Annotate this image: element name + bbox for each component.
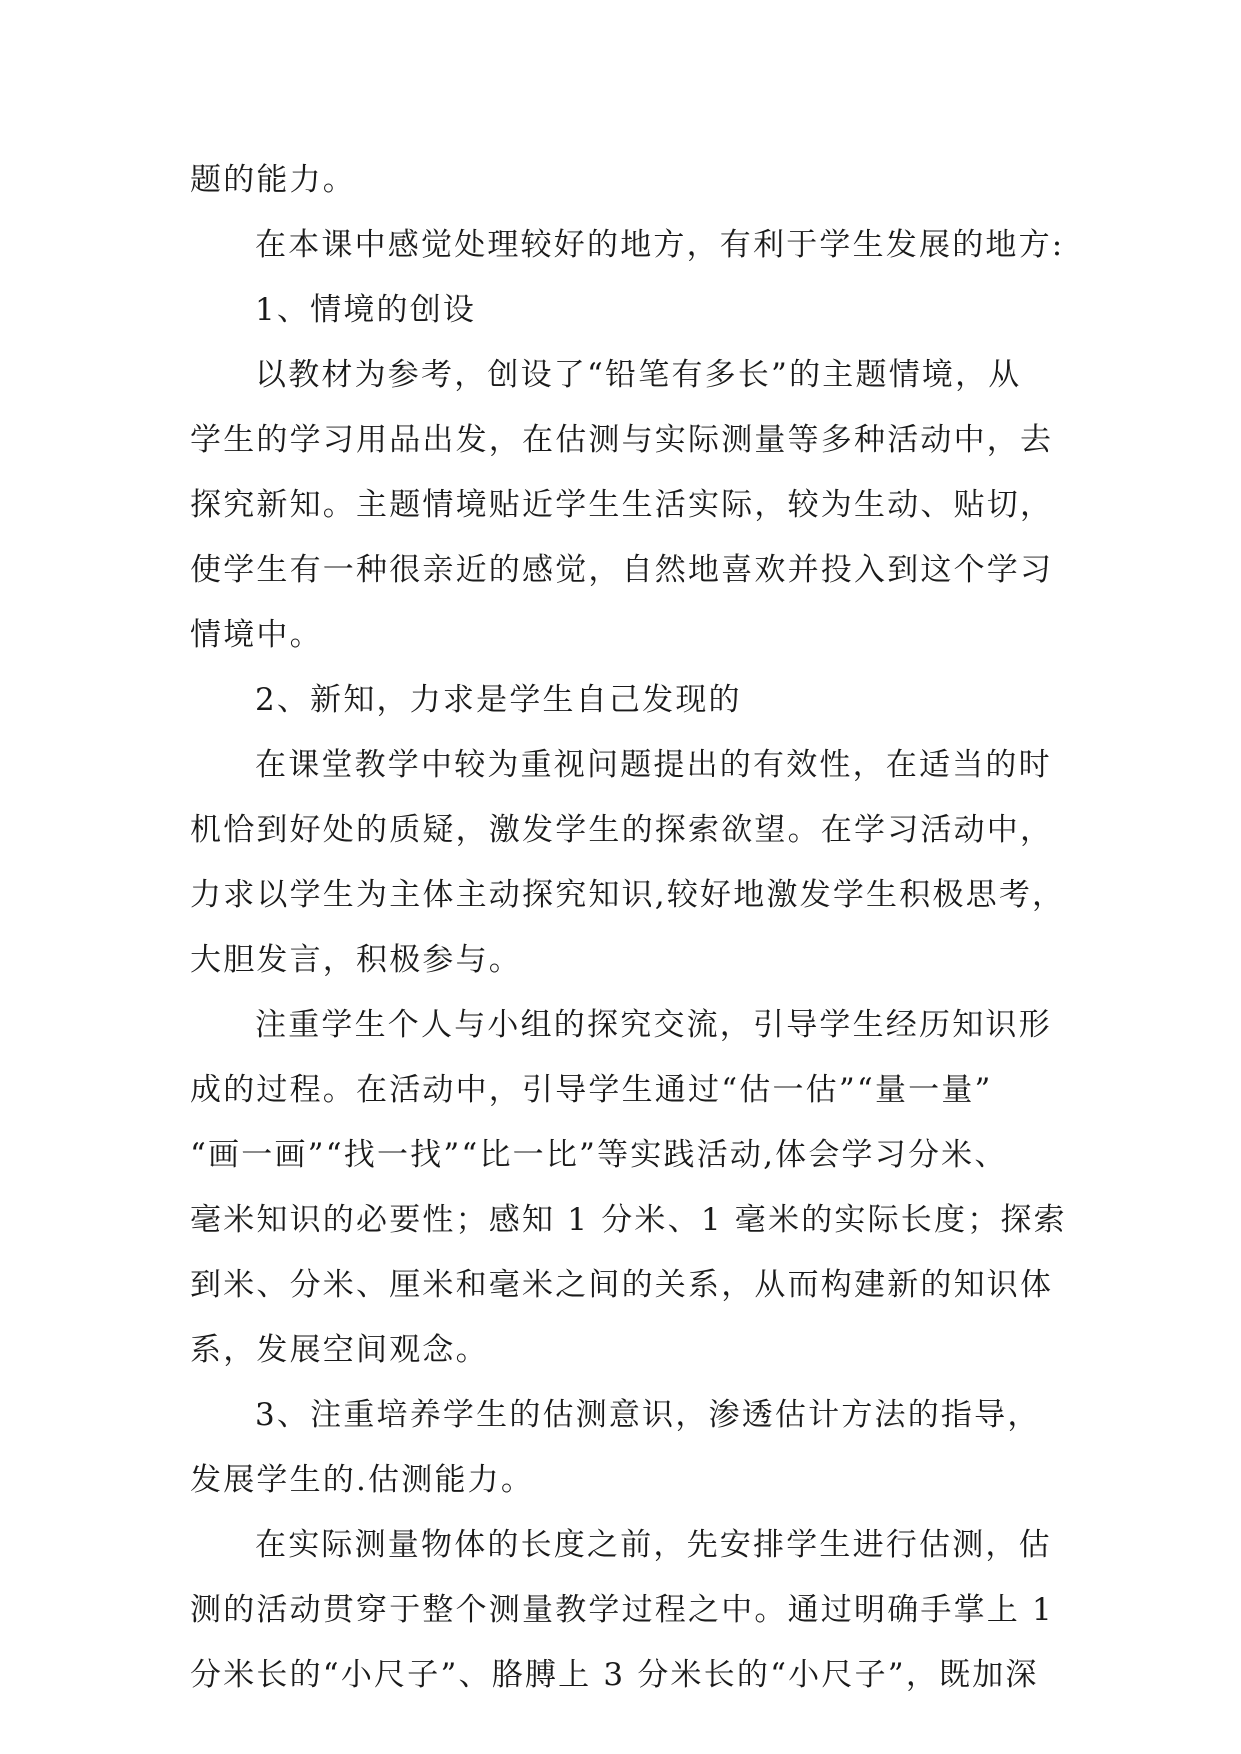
paragraph-line: 情境中。 (190, 617, 323, 653)
paragraph-line: 毫米知识的必要性；感知 1 分米、1 毫米的实际长度；探索 (190, 1202, 1067, 1238)
section-heading-3-continuation: 发展学生的.估测能力。 (190, 1462, 535, 1498)
paragraph-line: 力求以学生为主体主动探究知识,较好地激发学生积极思考， (190, 877, 1066, 913)
paragraph-line: 测的活动贯穿于整个测量教学过程之中。通过明确手掌上 1 (190, 1592, 1054, 1628)
paragraph-line: 到米、分米、厘米和毫米之间的关系，从而构建新的知识体 (190, 1267, 1054, 1303)
paragraph-line: 在课堂教学中较为重视问题提出的有效性，在适当的时 (255, 747, 1052, 783)
paragraph-intro: 在本课中感觉处理较好的地方，有利于学生发展的地方: (255, 227, 1065, 263)
paragraph-line: 机恰到好处的质疑，激发学生的探索欲望。在学习活动中， (190, 812, 1054, 848)
paragraph-line: 注重学生个人与小组的探究交流，引导学生经历知识形 (255, 1007, 1052, 1043)
section-heading-1: 1、情境的创设 (255, 292, 477, 328)
paragraph-line: 分米长的“小尺子”、胳膊上 3 分米长的“小尺子”，既加深 (190, 1657, 1039, 1693)
paragraph-line: 使学生有一种很亲近的感觉，自然地喜欢并投入到这个学习 (190, 552, 1054, 588)
paragraph-continuation: 题的能力。 (190, 162, 356, 198)
paragraph-line: “画一画”“找一找”“比一比”等实践活动,体会学习分米、 (190, 1137, 1008, 1173)
paragraph-line: 探究新知。主题情境贴近学生生活实际，较为生动、贴切， (190, 487, 1054, 523)
paragraph-line: 大胆发言，积极参与。 (190, 942, 522, 978)
paragraph-line: 系，发展空间观念。 (190, 1332, 489, 1368)
paragraph-line: 在实际测量物体的长度之前，先安排学生进行估测，估 (255, 1527, 1052, 1563)
paragraph-line: 以教材为参考，创设了“铅笔有多长”的主题情境，从 (255, 357, 1022, 393)
paragraph-line: 学生的学习用品出发，在估测与实际测量等多种活动中，去 (190, 422, 1054, 458)
section-heading-2: 2、新知，力求是学生自己发现的 (255, 682, 742, 718)
paragraph-line: 成的过程。在活动中，引导学生通过“估一估”“量一量” (190, 1072, 993, 1108)
section-heading-3: 3、注重培养学生的估测意识，渗透估计方法的指导， (255, 1397, 1041, 1433)
